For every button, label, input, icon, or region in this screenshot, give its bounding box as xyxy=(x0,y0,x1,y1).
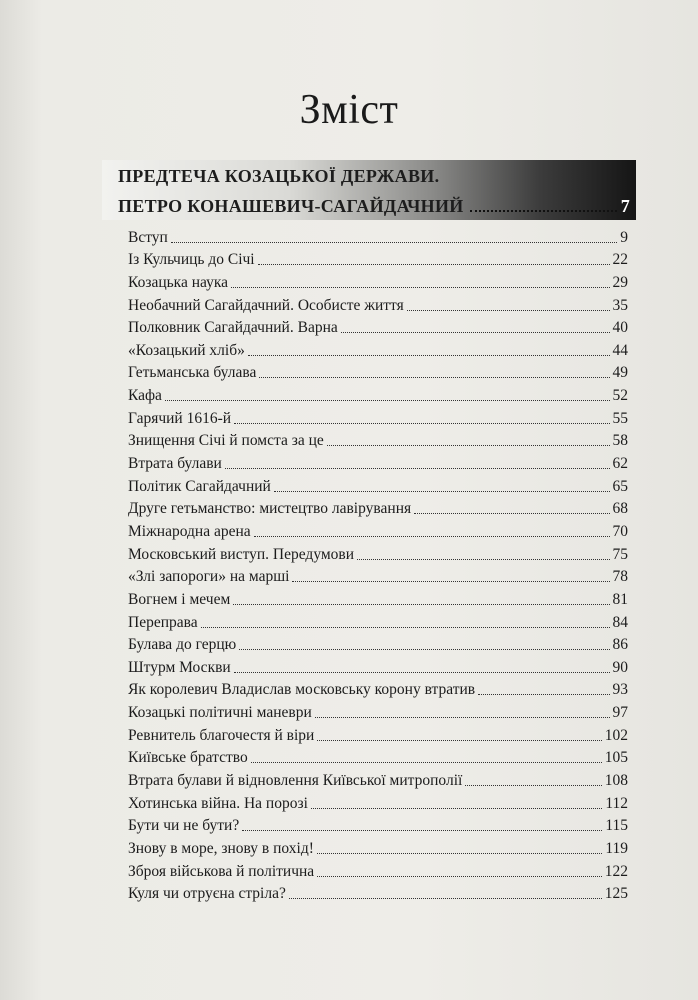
toc-dot-leader xyxy=(327,445,610,446)
toc-entry-title: Як королевич Владислав московську корону втратив xyxy=(128,681,476,699)
toc-dot-leader xyxy=(465,785,601,786)
toc-entry-title: Втрата булави й відновлення Київської митрополії xyxy=(128,772,463,790)
toc-dot-leader xyxy=(234,423,609,424)
toc-entry xyxy=(128,518,628,541)
toc-entry-page: 35 xyxy=(612,296,628,314)
toc-dot-leader xyxy=(407,310,610,311)
toc-dot-leader xyxy=(357,559,609,560)
toc-entry-title: Козацька наука xyxy=(128,273,229,291)
toc-entry xyxy=(128,609,628,632)
toc-entry-title: Знищення Січі й помста за це xyxy=(128,432,324,450)
toc-dot-leader xyxy=(315,717,610,718)
toc-entry xyxy=(128,337,628,360)
toc-entry-page: 65 xyxy=(612,477,628,495)
toc-entry xyxy=(128,428,628,451)
toc-entry xyxy=(128,247,628,270)
toc-entry-title: Хотинська війна. На порозі xyxy=(128,794,308,812)
toc-entry-title: Гарячий 1616-й xyxy=(128,409,232,427)
toc-entry xyxy=(128,450,628,473)
toc-entry xyxy=(128,767,628,790)
toc-dot-leader xyxy=(201,627,610,628)
toc-entry xyxy=(128,722,628,745)
page-title: Зміст xyxy=(299,87,399,133)
toc-dot-leader xyxy=(292,581,609,582)
toc-entry-title: Куля чи отруєна стріла? xyxy=(128,885,286,903)
toc-entry xyxy=(128,745,628,768)
toc-entry-page: 22 xyxy=(612,251,628,269)
toc-dot-leader xyxy=(254,536,610,537)
toc-dot-leader xyxy=(165,400,610,401)
toc-entry xyxy=(128,360,628,383)
toc-dot-leader xyxy=(317,740,601,741)
toc-entry xyxy=(128,405,628,428)
toc-entry xyxy=(128,677,628,700)
toc-entry xyxy=(128,835,628,858)
toc-entry xyxy=(128,224,628,247)
toc-dot-leader xyxy=(478,694,609,695)
toc-entry-page: 52 xyxy=(612,387,628,405)
toc-dot-leader xyxy=(251,762,602,763)
toc-entry-title: Політик Сагайдачний xyxy=(128,477,271,495)
toc-dot-leader xyxy=(171,242,617,243)
toc-entry-title: Ревнитель благочестя й віри xyxy=(128,726,315,744)
toc-entry-title: Зброя військова й політична xyxy=(128,862,315,880)
toc-entry xyxy=(128,586,628,609)
toc-entry-page: 49 xyxy=(612,364,628,382)
toc-entry xyxy=(128,654,628,677)
toc-entry-page: 119 xyxy=(605,839,628,857)
toc-entry xyxy=(128,382,628,405)
toc-entry-page: 102 xyxy=(604,726,628,744)
toc-entry xyxy=(128,881,628,904)
toc-list xyxy=(128,224,628,903)
toc-entry-page: 97 xyxy=(612,704,628,722)
toc-entry-title: Із Кульчиць до Січі xyxy=(128,251,255,269)
toc-dot-leader xyxy=(274,491,610,492)
chapter-title-line-2 xyxy=(118,196,636,217)
toc-dot-leader xyxy=(225,468,610,469)
toc-entry-title: Московський виступ. Передумови xyxy=(128,545,355,563)
toc-entry xyxy=(128,315,628,338)
toc-entry-title: «Злі запороги» на марші xyxy=(128,568,290,586)
toc-entry-title: Полковник Сагайдачний. Варна xyxy=(128,319,338,337)
toc-entry-title: Вступ xyxy=(128,228,168,246)
toc-entry-title: Переправа xyxy=(128,613,198,631)
chapter-title-text-1: ПРЕДТЕЧА КОЗАЦЬКОЇ ДЕРЖАВИ. xyxy=(118,166,440,186)
toc-entry-page: 86 xyxy=(612,636,628,654)
toc-entry-page: 105 xyxy=(604,749,628,767)
toc-entry-title: Друге гетьманство: мистецтво лавірування xyxy=(128,500,412,518)
toc-entry-page: 125 xyxy=(604,885,628,903)
toc-entry-page: 44 xyxy=(612,341,628,359)
toc-entry-page: 108 xyxy=(604,772,628,790)
toc-dot-leader xyxy=(233,604,609,605)
toc-entry-title: Булава до герцю xyxy=(128,636,237,654)
toc-entry-title: Штурм Москви xyxy=(128,658,231,676)
toc-dot-leader xyxy=(231,287,609,288)
toc-entry xyxy=(128,699,628,722)
toc-entry-page: 112 xyxy=(605,794,628,812)
chapter-title-text-2: ПЕТРО КОНАШЕВИЧ-САГАЙДАЧНИЙ xyxy=(118,196,464,216)
toc-entry-page: 90 xyxy=(612,658,628,676)
toc-entry-page: 84 xyxy=(612,613,628,631)
toc-entry xyxy=(128,541,628,564)
toc-entry xyxy=(128,292,628,315)
toc-dot-leader xyxy=(258,264,610,265)
toc-dot-leader xyxy=(242,830,602,831)
toc-entry xyxy=(128,564,628,587)
toc-entry-title: Бути чи не бути? xyxy=(128,817,240,835)
chapter-dot-leader xyxy=(470,209,617,212)
toc-entry-page: 55 xyxy=(612,409,628,427)
toc-entry-page: 62 xyxy=(612,455,628,473)
toc-entry-page: 78 xyxy=(612,568,628,586)
toc-dot-leader xyxy=(259,377,609,378)
toc-entry xyxy=(128,813,628,836)
toc-entry xyxy=(128,496,628,519)
toc-entry-page: 70 xyxy=(612,522,628,540)
toc-entry-page: 40 xyxy=(612,319,628,337)
toc-dot-leader xyxy=(289,898,602,899)
toc-entry-title: Необачний Сагайдачний. Особисте життя xyxy=(128,296,404,314)
toc-entry xyxy=(128,790,628,813)
toc-entry-title: Втрата булави xyxy=(128,455,222,473)
toc-entry-title: Міжнародна арена xyxy=(128,522,251,540)
toc-entry-title: Знову в море, знову в похід! xyxy=(128,839,314,857)
toc-entry-title: Київське братство xyxy=(128,749,248,767)
toc-dot-leader xyxy=(317,853,602,854)
toc-dot-leader xyxy=(248,355,610,356)
toc-entry-title: Вогнем і мечем xyxy=(128,590,231,608)
toc-entry xyxy=(128,632,628,655)
toc-entry xyxy=(128,269,628,292)
toc-entry-page: 115 xyxy=(605,817,628,835)
toc-entry-page: 68 xyxy=(612,500,628,518)
toc-dot-leader xyxy=(414,513,609,514)
chapter-page-number: 7 xyxy=(620,196,630,216)
toc-dot-leader xyxy=(239,649,609,650)
toc-dot-leader xyxy=(234,672,610,673)
toc-entry-title: Гетьманська булава xyxy=(128,364,257,382)
toc-entry xyxy=(128,473,628,496)
toc-entry xyxy=(128,858,628,881)
toc-dot-leader xyxy=(311,808,602,809)
toc-entry-page: 29 xyxy=(612,273,628,291)
toc-entry-page: 81 xyxy=(612,590,628,608)
toc-entry-page: 9 xyxy=(620,228,628,246)
toc-entry-page: 75 xyxy=(612,545,628,563)
toc-entry-page: 122 xyxy=(604,862,628,880)
toc-entry-page: 58 xyxy=(612,432,628,450)
toc-dot-leader xyxy=(317,876,602,877)
toc-dot-leader xyxy=(341,332,610,333)
toc-entry-title: Козацькі політичні маневри xyxy=(128,704,312,722)
toc-entry-title: «Козацький хліб» xyxy=(128,341,245,359)
toc-entry-title: Кафа xyxy=(128,387,162,405)
chapter-title-line-1 xyxy=(118,166,636,187)
toc-entry-page: 93 xyxy=(612,681,628,699)
